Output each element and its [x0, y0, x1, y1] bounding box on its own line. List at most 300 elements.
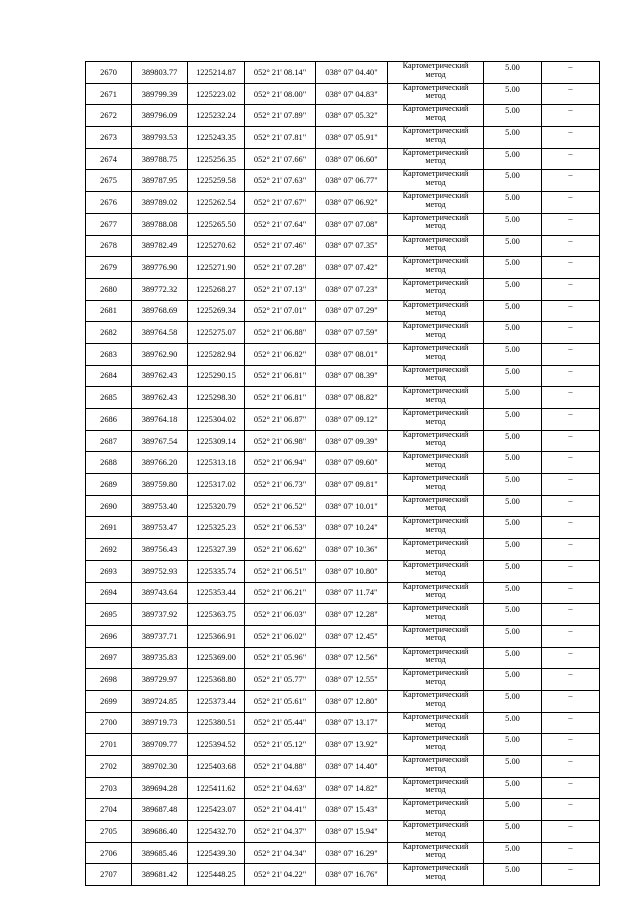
method-line-2: метод	[425, 698, 446, 708]
x-coordinate-cell: 389737.71	[132, 625, 188, 647]
method-cell	[388, 734, 484, 756]
longitude-cell: 038° 07' 10.01"	[316, 495, 388, 517]
description-cell: –	[542, 842, 600, 864]
latitude-cell: 052° 21' 08.00"	[245, 83, 316, 105]
method-cell	[388, 409, 484, 431]
y-coordinate-cell: 1225335.74	[188, 560, 245, 582]
y-coordinate-cell: 1225403.68	[188, 756, 245, 778]
method-line-1: Картометрический	[402, 733, 469, 743]
precision-cell: 5.00	[484, 799, 542, 821]
latitude-cell: 052° 21' 04.34"	[245, 842, 316, 864]
precision-cell: 5.00	[484, 300, 542, 322]
method-line-1: Картометрический	[402, 343, 469, 352]
method-cell	[388, 517, 484, 539]
method-line-1: Картометрический	[402, 798, 469, 808]
longitude-cell: 038° 07' 16.76"	[316, 864, 388, 886]
method-line-2: метод	[425, 351, 446, 361]
y-coordinate-cell: 1225353.44	[188, 582, 245, 604]
point-number-cell: 2673	[86, 127, 132, 149]
table-row	[86, 669, 600, 691]
latitude-cell: 052° 21' 06.88"	[245, 322, 316, 344]
latitude-cell: 052° 21' 06.87"	[245, 409, 316, 431]
description-cell: –	[542, 821, 600, 843]
latitude-cell: 052° 21' 06.98"	[245, 430, 316, 452]
point-number-cell: 2707	[86, 864, 132, 886]
y-coordinate-cell: 1225313.18	[188, 452, 245, 474]
method-line-1: Картометрический	[402, 321, 469, 331]
description-cell: –	[542, 864, 600, 886]
table-row	[86, 474, 600, 496]
table-row	[86, 300, 600, 322]
method-line-1: Картометрический	[402, 538, 469, 548]
method-cell	[388, 322, 484, 344]
method-line-2: метод	[425, 763, 446, 773]
method-cell	[388, 864, 484, 886]
description-cell: –	[542, 213, 600, 235]
latitude-cell: 052° 21' 05.44"	[245, 712, 316, 734]
table-row	[86, 365, 600, 387]
description-cell: –	[542, 430, 600, 452]
point-number-cell: 2693	[86, 560, 132, 582]
x-coordinate-cell: 389776.90	[132, 257, 188, 279]
table-row	[86, 777, 600, 799]
method-line-1: Картометрический	[402, 820, 469, 830]
point-number-cell: 2684	[86, 365, 132, 387]
latitude-cell: 052° 21' 04.37"	[245, 821, 316, 843]
coordinates-table	[85, 61, 600, 886]
latitude-cell: 052° 21' 07.28"	[245, 257, 316, 279]
latitude-cell: 052° 21' 04.63"	[245, 777, 316, 799]
point-number-cell: 2699	[86, 690, 132, 712]
longitude-cell: 038° 07' 09.39"	[316, 430, 388, 452]
method-cell	[388, 365, 484, 387]
point-number-cell: 2674	[86, 148, 132, 170]
longitude-cell: 038° 07' 15.43"	[316, 799, 388, 821]
x-coordinate-cell: 389768.69	[132, 300, 188, 322]
method-cell	[388, 474, 484, 496]
description-cell: –	[542, 322, 600, 344]
y-coordinate-cell: 1225271.90	[188, 257, 245, 279]
latitude-cell: 052° 21' 06.03"	[245, 604, 316, 626]
method-line-2: метод	[425, 525, 446, 535]
point-number-cell: 2706	[86, 842, 132, 864]
precision-cell: 5.00	[484, 669, 542, 691]
method-line-2: метод	[425, 568, 446, 578]
y-coordinate-cell: 1225259.58	[188, 170, 245, 192]
description-cell: –	[542, 669, 600, 691]
method-cell	[388, 387, 484, 409]
latitude-cell: 052° 21' 07.64"	[245, 213, 316, 235]
longitude-cell: 038° 07' 11.74"	[316, 582, 388, 604]
point-number-cell: 2697	[86, 647, 132, 669]
description-cell: –	[542, 343, 600, 365]
method-line-1: Картометрический	[402, 213, 469, 222]
precision-cell: 5.00	[484, 864, 542, 886]
table-row	[86, 560, 600, 582]
method-line-2: метод	[425, 546, 446, 556]
longitude-cell: 038° 07' 08.39"	[316, 365, 388, 387]
method-line-2: метод	[425, 438, 446, 448]
point-number-cell: 2704	[86, 799, 132, 821]
y-coordinate-cell: 1225304.02	[188, 409, 245, 431]
table-row	[86, 257, 600, 279]
table-row	[86, 647, 600, 669]
table-row	[86, 864, 600, 886]
point-number-cell: 2703	[86, 777, 132, 799]
point-number-cell: 2694	[86, 582, 132, 604]
method-line-2: метод	[425, 850, 446, 860]
precision-cell: 5.00	[484, 127, 542, 149]
method-line-1: Картометрический	[402, 777, 469, 786]
latitude-cell: 052° 21' 07.46"	[245, 235, 316, 257]
x-coordinate-cell: 389756.43	[132, 539, 188, 561]
table-row	[86, 62, 600, 84]
method-line-2: метод	[425, 112, 446, 122]
precision-cell: 5.00	[484, 474, 542, 496]
x-coordinate-cell: 389764.18	[132, 409, 188, 431]
method-line-2: метод	[425, 503, 446, 513]
longitude-cell: 038° 07' 04.40"	[316, 62, 388, 84]
table-row	[86, 821, 600, 843]
y-coordinate-cell: 1225262.54	[188, 192, 245, 214]
method-cell	[388, 170, 484, 192]
method-cell	[388, 105, 484, 127]
method-line-2: метод	[425, 394, 446, 404]
method-line-1: Картометрический	[402, 582, 469, 591]
method-line-1: Картометрический	[402, 235, 469, 244]
y-coordinate-cell: 1225327.39	[188, 539, 245, 561]
x-coordinate-cell: 389737.92	[132, 604, 188, 626]
point-number-cell: 2670	[86, 62, 132, 84]
description-cell: –	[542, 604, 600, 626]
method-line-1: Картометрический	[402, 842, 469, 851]
longitude-cell: 038° 07' 05.32"	[316, 105, 388, 127]
y-coordinate-cell: 1225363.75	[188, 604, 245, 626]
x-coordinate-cell: 389685.46	[132, 842, 188, 864]
latitude-cell: 052° 21' 04.88"	[245, 756, 316, 778]
method-line-2: метод	[425, 806, 446, 816]
longitude-cell: 038° 07' 12.45"	[316, 625, 388, 647]
x-coordinate-cell: 389719.73	[132, 712, 188, 734]
latitude-cell: 052° 21' 07.67"	[245, 192, 316, 214]
method-line-1: Картометрический	[402, 191, 469, 201]
y-coordinate-cell: 1225373.44	[188, 690, 245, 712]
method-cell	[388, 127, 484, 149]
table-row	[86, 842, 600, 864]
description-cell: –	[542, 452, 600, 474]
description-cell: –	[542, 495, 600, 517]
longitude-cell: 038° 07' 09.81"	[316, 474, 388, 496]
method-line-1: Картометрический	[402, 278, 469, 287]
latitude-cell: 052° 21' 06.94"	[245, 452, 316, 474]
point-number-cell: 2691	[86, 517, 132, 539]
y-coordinate-cell: 1225439.30	[188, 842, 245, 864]
table-row	[86, 343, 600, 365]
method-cell	[388, 539, 484, 561]
longitude-cell: 038° 07' 12.56"	[316, 647, 388, 669]
description-cell: –	[542, 148, 600, 170]
description-cell: –	[542, 777, 600, 799]
x-coordinate-cell: 389735.83	[132, 647, 188, 669]
table-row	[86, 756, 600, 778]
method-cell	[388, 582, 484, 604]
precision-cell: 5.00	[484, 322, 542, 344]
description-cell: –	[542, 712, 600, 734]
longitude-cell: 038° 07' 14.40"	[316, 756, 388, 778]
method-cell	[388, 148, 484, 170]
description-cell: –	[542, 539, 600, 561]
method-line-1: Картометрический	[402, 256, 469, 266]
method-line-2: метод	[425, 481, 446, 491]
method-line-2: метод	[425, 91, 446, 101]
x-coordinate-cell: 389766.20	[132, 452, 188, 474]
x-coordinate-cell: 389687.48	[132, 799, 188, 821]
method-cell	[388, 192, 484, 214]
method-line-2: метод	[425, 178, 446, 188]
precision-cell: 5.00	[484, 821, 542, 843]
point-number-cell: 2678	[86, 235, 132, 257]
longitude-cell: 038° 07' 05.91"	[316, 127, 388, 149]
latitude-cell: 052° 21' 06.51"	[245, 560, 316, 582]
method-line-2: метод	[425, 199, 446, 209]
y-coordinate-cell: 1225320.79	[188, 495, 245, 517]
table-row	[86, 734, 600, 756]
x-coordinate-cell: 389787.95	[132, 170, 188, 192]
method-line-1: Картометрический	[402, 365, 469, 374]
y-coordinate-cell: 1225214.87	[188, 62, 245, 84]
precision-cell: 5.00	[484, 452, 542, 474]
method-cell	[388, 625, 484, 647]
longitude-cell: 038° 07' 10.36"	[316, 539, 388, 561]
table-row	[86, 170, 600, 192]
method-cell	[388, 452, 484, 474]
longitude-cell: 038° 07' 04.83"	[316, 83, 388, 105]
y-coordinate-cell: 1225243.35	[188, 127, 245, 149]
x-coordinate-cell: 389762.43	[132, 387, 188, 409]
method-line-1: Картометрический	[402, 712, 469, 721]
latitude-cell: 052° 21' 07.13"	[245, 278, 316, 300]
y-coordinate-cell: 1225232.24	[188, 105, 245, 127]
method-cell	[388, 560, 484, 582]
table-row	[86, 539, 600, 561]
method-cell	[388, 62, 484, 84]
latitude-cell: 052° 21' 04.22"	[245, 864, 316, 886]
description-cell: –	[542, 192, 600, 214]
longitude-cell: 038° 07' 15.94"	[316, 821, 388, 843]
description-cell: –	[542, 83, 600, 105]
method-line-2: метод	[425, 459, 446, 469]
method-line-2: метод	[425, 329, 446, 339]
table-row	[86, 604, 600, 626]
latitude-cell: 052° 21' 05.96"	[245, 647, 316, 669]
x-coordinate-cell: 389686.40	[132, 821, 188, 843]
method-line-1: Картометрический	[402, 690, 469, 699]
method-line-2: метод	[425, 134, 446, 144]
method-line-2: метод	[425, 264, 446, 274]
precision-cell: 5.00	[484, 387, 542, 409]
table-row	[86, 409, 600, 431]
x-coordinate-cell: 389767.54	[132, 430, 188, 452]
method-line-2: метод	[425, 221, 446, 231]
x-coordinate-cell: 389694.28	[132, 777, 188, 799]
latitude-cell: 052° 21' 04.41"	[245, 799, 316, 821]
longitude-cell: 038° 07' 08.82"	[316, 387, 388, 409]
method-line-2: метод	[425, 872, 446, 882]
x-coordinate-cell: 389796.09	[132, 105, 188, 127]
method-line-2: метод	[425, 633, 446, 643]
precision-cell: 5.00	[484, 734, 542, 756]
method-cell	[388, 712, 484, 734]
longitude-cell: 038° 07' 07.08"	[316, 213, 388, 235]
x-coordinate-cell: 389762.90	[132, 343, 188, 365]
longitude-cell: 038° 07' 07.42"	[316, 257, 388, 279]
x-coordinate-cell: 389729.97	[132, 669, 188, 691]
method-line-2: метод	[425, 676, 446, 686]
y-coordinate-cell: 1225369.00	[188, 647, 245, 669]
table-row	[86, 83, 600, 105]
description-cell: –	[542, 582, 600, 604]
point-number-cell: 2672	[86, 105, 132, 127]
method-line-1: Картометрический	[402, 386, 469, 396]
point-number-cell: 2700	[86, 712, 132, 734]
table-row	[86, 148, 600, 170]
y-coordinate-cell: 1225448.25	[188, 864, 245, 886]
method-line-1: Картометрический	[402, 863, 469, 873]
method-cell	[388, 777, 484, 799]
latitude-cell: 052° 21' 07.01"	[245, 300, 316, 322]
precision-cell: 5.00	[484, 278, 542, 300]
method-line-1: Картометрический	[402, 430, 469, 439]
y-coordinate-cell: 1225366.91	[188, 625, 245, 647]
longitude-cell: 038° 07' 10.80"	[316, 560, 388, 582]
x-coordinate-cell: 389793.53	[132, 127, 188, 149]
point-number-cell: 2698	[86, 669, 132, 691]
precision-cell: 5.00	[484, 582, 542, 604]
precision-cell: 5.00	[484, 560, 542, 582]
description-cell: –	[542, 625, 600, 647]
point-number-cell: 2692	[86, 539, 132, 561]
latitude-cell: 052° 21' 06.02"	[245, 625, 316, 647]
precision-cell: 5.00	[484, 625, 542, 647]
method-line-1: Картометрический	[402, 560, 469, 569]
method-cell	[388, 690, 484, 712]
description-cell: –	[542, 62, 600, 84]
longitude-cell: 038° 07' 06.77"	[316, 170, 388, 192]
method-cell	[388, 278, 484, 300]
method-line-2: метод	[425, 286, 446, 296]
method-cell	[388, 343, 484, 365]
method-line-2: метод	[425, 590, 446, 600]
description-cell: –	[542, 127, 600, 149]
method-cell	[388, 842, 484, 864]
longitude-cell: 038° 07' 07.59"	[316, 322, 388, 344]
coordinates-table-body	[86, 62, 600, 886]
longitude-cell: 038° 07' 07.23"	[316, 278, 388, 300]
point-number-cell: 2701	[86, 734, 132, 756]
method-line-1: Картометрический	[402, 647, 469, 656]
precision-cell: 5.00	[484, 365, 542, 387]
method-line-2: метод	[425, 741, 446, 751]
method-cell	[388, 799, 484, 821]
x-coordinate-cell: 389681.42	[132, 864, 188, 886]
method-cell	[388, 213, 484, 235]
x-coordinate-cell: 389782.49	[132, 235, 188, 257]
x-coordinate-cell: 389724.85	[132, 690, 188, 712]
x-coordinate-cell: 389709.77	[132, 734, 188, 756]
table-row	[86, 582, 600, 604]
latitude-cell: 052° 21' 05.77"	[245, 669, 316, 691]
precision-cell: 5.00	[484, 777, 542, 799]
table-row	[86, 278, 600, 300]
y-coordinate-cell: 1225290.15	[188, 365, 245, 387]
longitude-cell: 038° 07' 06.60"	[316, 148, 388, 170]
method-line-1: Картометрический	[402, 495, 469, 504]
latitude-cell: 052° 21' 07.63"	[245, 170, 316, 192]
longitude-cell: 038° 07' 09.12"	[316, 409, 388, 431]
method-cell	[388, 647, 484, 669]
point-number-cell: 2680	[86, 278, 132, 300]
description-cell: –	[542, 300, 600, 322]
method-line-2: метод	[425, 156, 446, 166]
x-coordinate-cell: 389753.47	[132, 517, 188, 539]
description-cell: –	[542, 365, 600, 387]
description-cell: –	[542, 517, 600, 539]
method-line-1: Картометрический	[402, 755, 469, 764]
description-cell: –	[542, 734, 600, 756]
point-number-cell: 2705	[86, 821, 132, 843]
method-line-2: метод	[425, 611, 446, 621]
table-row	[86, 430, 600, 452]
y-coordinate-cell: 1225368.80	[188, 669, 245, 691]
table-row	[86, 127, 600, 149]
method-line-1: Картометрический	[402, 668, 469, 678]
point-number-cell: 2696	[86, 625, 132, 647]
method-line-2: метод	[425, 243, 446, 253]
table-row	[86, 495, 600, 517]
y-coordinate-cell: 1225298.30	[188, 387, 245, 409]
y-coordinate-cell: 1225309.14	[188, 430, 245, 452]
table-row	[86, 625, 600, 647]
method-line-1: Картометрический	[402, 516, 469, 526]
method-line-2: метод	[425, 373, 446, 383]
table-row	[86, 213, 600, 235]
latitude-cell: 052° 21' 07.89"	[245, 105, 316, 127]
table-row	[86, 799, 600, 821]
point-number-cell: 2679	[86, 257, 132, 279]
description-cell: –	[542, 387, 600, 409]
x-coordinate-cell: 389789.02	[132, 192, 188, 214]
description-cell: –	[542, 257, 600, 279]
longitude-cell: 038° 07' 12.28"	[316, 604, 388, 626]
latitude-cell: 052° 21' 05.61"	[245, 690, 316, 712]
description-cell: –	[542, 560, 600, 582]
x-coordinate-cell: 389759.80	[132, 474, 188, 496]
y-coordinate-cell: 1225423.07	[188, 799, 245, 821]
method-line-1: Картометрический	[402, 408, 469, 417]
description-cell: –	[542, 647, 600, 669]
x-coordinate-cell: 389788.75	[132, 148, 188, 170]
y-coordinate-cell: 1225223.02	[188, 83, 245, 105]
table-row	[86, 517, 600, 539]
method-line-2: метод	[425, 416, 446, 426]
y-coordinate-cell: 1225411.62	[188, 777, 245, 799]
longitude-cell: 038° 07' 10.24"	[316, 517, 388, 539]
y-coordinate-cell: 1225256.35	[188, 148, 245, 170]
precision-cell: 5.00	[484, 604, 542, 626]
method-line-2: метод	[425, 785, 446, 795]
longitude-cell: 038° 07' 14.82"	[316, 777, 388, 799]
y-coordinate-cell: 1225325.23	[188, 517, 245, 539]
